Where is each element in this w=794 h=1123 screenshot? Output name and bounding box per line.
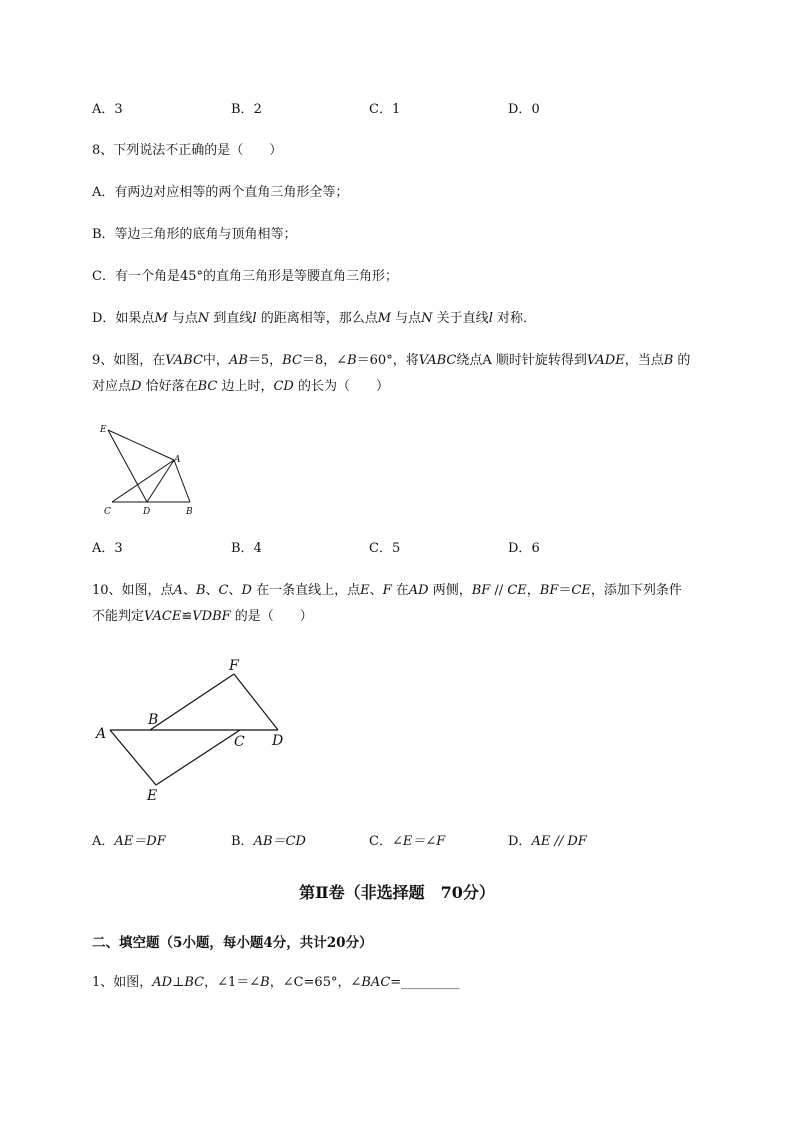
q10-label-c: C: [234, 734, 245, 750]
q10-label-f: F: [229, 658, 239, 674]
q10-label-d: D: [272, 733, 284, 749]
q10-option-b: B．AB＝CD: [231, 834, 306, 849]
section2-title: 二、填空题（5小题，每小题4分，共计20分）: [92, 935, 373, 951]
q10-option-a: A．AE＝DF: [92, 834, 166, 849]
q10-seg-fd: [234, 674, 278, 730]
q9-label-c: C: [104, 507, 111, 517]
q9-label-d: D: [143, 507, 151, 517]
q8-stem: 8、下列说法不正确的是（ ）: [92, 143, 283, 158]
q7-option-b: B．2: [231, 102, 262, 117]
q9-stem-line1: 9、如图，在VABC中，AB＝5，BC＝8，∠B＝60°，将VABC绕点A 顺时针旋转得到VADE，当点B 的: [92, 353, 691, 368]
q10-seg-bf: [150, 674, 234, 730]
q9-seg-da: [147, 460, 174, 502]
q10-option-d: D．AE // DF: [508, 834, 587, 849]
fill1-stem: 1、如图，AD⊥BC，∠1＝∠B，∠C=65°，∠BAC=_________: [92, 975, 460, 990]
q8-option-c: C．有一个角是45°的直角三角形是等腰直角三角形；: [92, 269, 398, 284]
q9-label-b: B: [186, 507, 193, 517]
q10-stem-line2: 不能判定VACE≌VDBF 的是（ ）: [92, 609, 313, 624]
q9-stem-line2: 对应点D 恰好落在BC 边上时，CD 的长为（ ）: [92, 379, 389, 394]
q9-option-a: A．3: [92, 541, 123, 556]
q9-label-a: A: [174, 455, 181, 465]
q10-seg-ae: [110, 730, 156, 785]
q7-option-c: C．1: [369, 102, 401, 117]
q9-seg-ea: [108, 430, 174, 460]
q10-label-a: A: [96, 726, 107, 742]
q8-option-a: A．有两边对应相等的两个直角三角形全等；: [92, 185, 349, 200]
q9-option-c: C．5: [369, 541, 401, 556]
q9-option-d: D．6: [508, 541, 540, 556]
q9-seg-ab: [174, 460, 190, 502]
q10-seg-ec: [156, 730, 240, 785]
q9-figure: [90, 418, 210, 518]
q7-option-d: D．0: [508, 102, 540, 117]
q10-stem-line1: 10、如图，点A、B、C、D 在一条直线上，点E、F 在AD 两侧，BF // CE，BF＝CE，添加下列条件: [92, 583, 682, 598]
q8-option-b: B．等边三角形的底角与顶角相等；: [92, 227, 297, 242]
q10-label-e: E: [147, 788, 158, 804]
q9-seg-ca: [112, 460, 174, 502]
q10-option-c: C．∠E＝∠F: [369, 834, 446, 849]
q8-option-d: D．如果点M 与点N 到直线l 的距离相等，那么点M 与点N 关于直线l 对称．: [92, 311, 536, 326]
q10-label-b: B: [148, 712, 159, 728]
q7-option-a: A．3: [92, 102, 123, 117]
q9-label-e: E: [100, 425, 107, 435]
part2-title: 第Ⅱ卷（非选择题 70分）: [299, 883, 495, 902]
q9-option-b: B．4: [231, 541, 262, 556]
q10-figure: [92, 652, 302, 807]
